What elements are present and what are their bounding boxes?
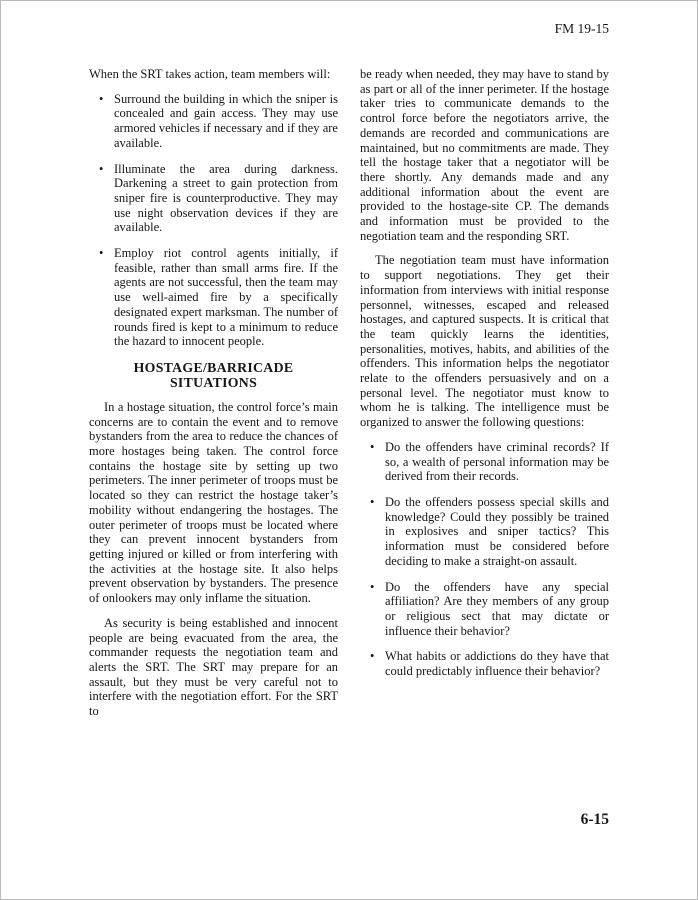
left-column: [89, 67, 338, 729]
page-number: 6-15: [580, 811, 609, 828]
body-paragraph: be ready when needed, they may have to stand by as part or all of the inner perimeter. If the hostage taker tries to communicate demands to the control force before the negotiators arrive, the demands are recorded and communications are maintained, but no commitments are made. They tell the hostage taker that a negotiator will be there shortly. Any demands made and any additional information about the event are provided to the hostage-site CP. The demands and information must be provided to the negotiation team and the responding SRT.: [360, 67, 609, 243]
intro-paragraph: When the SRT takes action, team members will:: [89, 67, 331, 81]
section-heading-line: HOSTAGE/BARRICADE: [133, 359, 294, 375]
page-footer: [581, 811, 609, 829]
list-item: • What habits or addictions do they have that could predictably influence their behavior?: [360, 649, 609, 678]
two-column-layout: [89, 67, 609, 729]
right-column: [360, 67, 609, 729]
body-paragraph: As security is being established and innocent people are being evacuated from the area, the commander requests the negotiation team and alerts the SRT. The SRT may prepare for an assault, but they must be very careful not to interfere with the negotiation effort. For the SRT to: [89, 615, 338, 719]
section-heading: [89, 360, 338, 391]
list-item: • Do the offenders have any special affiliation? Are they members of any group or religious sect that may dictate or influence their behavior?: [360, 580, 609, 639]
list-item: • Do the offenders possess special skills and knowledge? Could they possibly be trained in explosives and sniper tactics? This information must be considered before deciding to make a straight-on assault.: [360, 495, 609, 569]
list-item: • Surround the building in which the sniper is concealed and gain access. They may use armored vehicles if necessary and if they are available.: [89, 92, 338, 151]
intelligence-questions-list: [360, 440, 609, 679]
body-paragraph: The negotiation team must have information to support negotiations. They get their information from interviews with initial response personnel, witnesses, escaped and released hostages, and captured suspects. It is critical that the team quickly learns the identities, personalities, motives, habits, and abilities of the offenders. This information helps the negotiator relate to the offenders persuasively and on a personal level. The negotiator must know to whom he is talking. The intelligence must be organized to answer the following questions:: [360, 253, 609, 430]
list-item: • Employ riot control agents initially, if feasible, rather than small arms fire. If the agents are not successful, then the team may use well-aimed fire by a specifically designated expert marksman. The number of rounds fired is kept to a minimum to reduce the hazard to innocent people.: [89, 246, 338, 349]
list-item: • Do the offenders have criminal records? If so, a wealth of personal information may be derived from their records.: [360, 440, 609, 484]
body-paragraph: In a hostage situation, the control force’s main concerns are to contain the event and to remove bystanders from the area to reduce the chances of more hostages being taken. The control force contains the hostage site by setting up two perimeters. The inner perimeter of troops must be located so they can restrict the hostage taker’s mobility without endangering the hostages. The outer perimeter of troops must be located where they can prevent innocent bystanders from getting injured or killed or from interfering with the activities at the hostage site. It also helps prevent observation by bystanders. The presence of onlookers may only inflame the situation.: [89, 399, 338, 606]
list-item: • Illuminate the area during darkness. Darkening a street to gain protection from sniper fire is counterproductive. They may use night observation devices if they are available.: [89, 162, 338, 236]
srt-actions-list: [89, 92, 338, 349]
section-heading-line: SITUATIONS: [169, 375, 258, 391]
manual-number: FM 19-15: [554, 21, 609, 36]
page-header: [89, 21, 609, 37]
